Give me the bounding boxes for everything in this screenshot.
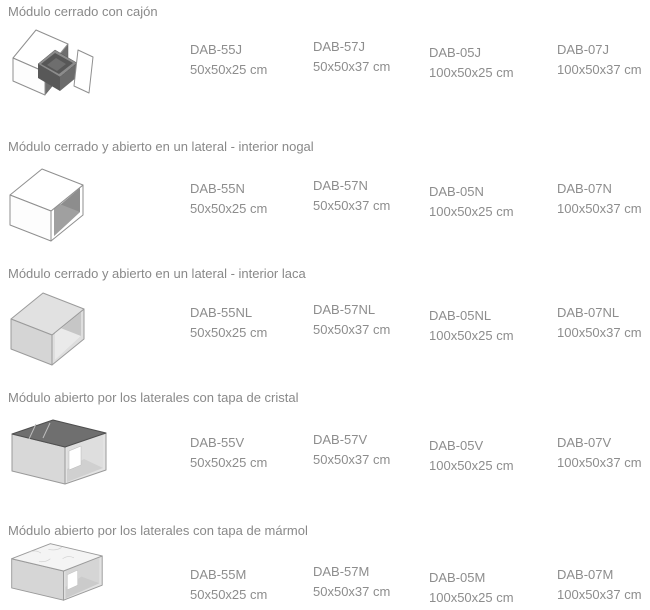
open-sides-module-glass-icon [6, 413, 112, 491]
product-cell [313, 430, 433, 470]
open-sides-module-marble-icon [6, 538, 106, 604]
product-cell [190, 179, 310, 219]
product-size: 100x50x25 cm [429, 590, 514, 605]
product-code: DAB-05M [429, 570, 486, 585]
product-size: 50x50x37 cm [313, 198, 391, 213]
product-size: 50x50x25 cm [190, 587, 268, 602]
product-cell [429, 436, 549, 476]
open-side-module-lacquer-icon [6, 286, 91, 368]
module-section-nogal [0, 130, 650, 258]
module-section-cristal [0, 385, 650, 515]
product-code: DAB-55N [190, 181, 245, 196]
open-side-module-walnut-icon [5, 162, 90, 244]
product-code: DAB-07V [557, 435, 612, 450]
product-size: 100x50x25 cm [429, 458, 514, 473]
product-size: 50x50x25 cm [190, 201, 268, 216]
product-cell [190, 565, 310, 605]
section-heading: Módulo abierto por los laterales con tapa de cristal [8, 390, 299, 405]
section-heading: Módulo cerrado y abierto en un lateral - interior nogal [8, 139, 314, 154]
product-cell [557, 40, 650, 80]
product-cell [429, 568, 549, 608]
product-code: DAB-07M [557, 567, 614, 582]
product-cell [313, 562, 433, 602]
product-size: 100x50x37 cm [557, 587, 642, 602]
product-cell [429, 182, 549, 222]
product-size: 50x50x25 cm [190, 455, 268, 470]
section-heading: Módulo cerrado y abierto en un lateral - interior laca [8, 266, 306, 281]
product-cell [313, 300, 433, 340]
product-code: DAB-55V [190, 435, 245, 450]
product-size: 100x50x37 cm [557, 455, 642, 470]
product-cell [557, 179, 650, 219]
closed-module-with-drawer-icon [10, 26, 100, 98]
product-size: 100x50x25 cm [429, 328, 514, 343]
product-cell [190, 40, 310, 80]
product-size: 100x50x37 cm [557, 62, 642, 77]
product-code: DAB-57NL [313, 302, 376, 317]
product-cell [557, 433, 650, 473]
product-cell [190, 303, 310, 343]
product-size: 100x50x37 cm [557, 325, 642, 340]
product-size: 50x50x25 cm [190, 325, 268, 340]
product-code: DAB-05V [429, 438, 484, 453]
module-section-cajon [0, 0, 650, 130]
product-code: DAB-55NL [190, 305, 253, 320]
product-code: DAB-05N [429, 184, 484, 199]
product-size: 100x50x25 cm [429, 65, 514, 80]
product-size: 100x50x25 cm [429, 204, 514, 219]
module-section-laca [0, 258, 650, 385]
product-size: 50x50x37 cm [313, 59, 391, 74]
product-cell [557, 565, 650, 605]
product-code: DAB-57J [313, 39, 366, 54]
product-cell [313, 37, 433, 77]
product-size: 50x50x37 cm [313, 584, 391, 599]
product-code: DAB-07J [557, 42, 610, 57]
product-code: DAB-07NL [557, 305, 620, 320]
product-code: DAB-07N [557, 181, 612, 196]
product-cell [557, 303, 650, 343]
product-code: DAB-55M [190, 567, 247, 582]
product-code: DAB-57V [313, 432, 368, 447]
product-size: 50x50x37 cm [313, 322, 391, 337]
product-cell [313, 176, 433, 216]
product-code: DAB-57N [313, 178, 368, 193]
module-section-marmol [0, 515, 650, 610]
product-code: DAB-55J [190, 42, 243, 57]
product-cell [190, 433, 310, 473]
product-cell [429, 43, 549, 83]
product-code: DAB-57M [313, 564, 370, 579]
section-heading: Módulo cerrado con cajón [8, 4, 158, 19]
product-code: DAB-05J [429, 45, 482, 60]
product-code: DAB-05NL [429, 308, 492, 323]
product-size: 50x50x25 cm [190, 62, 268, 77]
product-size: 100x50x37 cm [557, 201, 642, 216]
product-size: 50x50x37 cm [313, 452, 391, 467]
section-heading: Módulo abierto por los laterales con tapa de mármol [8, 523, 308, 538]
product-cell [429, 306, 549, 346]
